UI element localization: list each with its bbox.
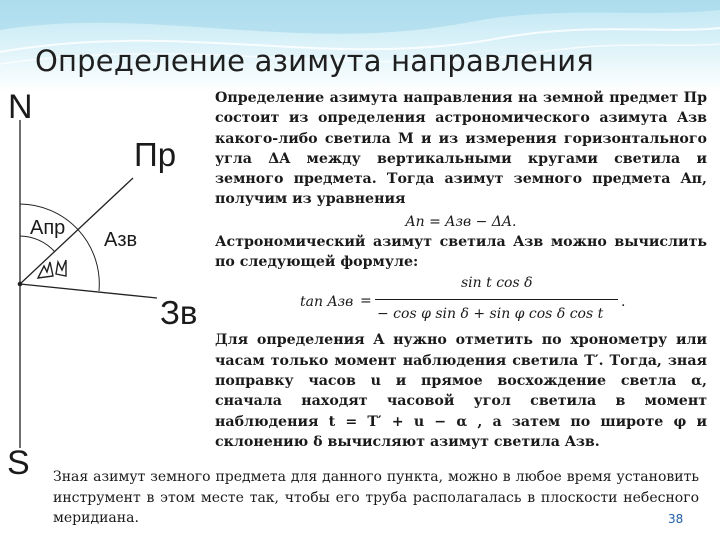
formula-end: . xyxy=(621,294,626,311)
formula-tan-azimuth xyxy=(215,272,707,330)
star-direction-line xyxy=(20,284,157,298)
label-zv: Зв xyxy=(160,294,198,331)
label-a-pr: Aпр xyxy=(30,217,66,239)
paragraph-3: Для определения A нужно отметить по хронометру или часам только момент наблюдения светила T′. Тогда, зная поправку часов u и прямое восхождение светла α, сначала находят часовой угол светила в момент наблюдения t = T′ + u − α , а затем по широте φ и склонению δ вычисляют азимут светила Aзв. xyxy=(215,332,707,450)
formula-azimuth-object: Aп = Aзв − ΔA. xyxy=(405,213,517,230)
observer-point xyxy=(18,282,23,287)
label-n: N xyxy=(8,88,33,126)
formula-numerator: sin t cos δ xyxy=(461,275,533,292)
azimuth-diagram xyxy=(0,86,215,486)
formula-lhs: tan Aзв xyxy=(300,294,354,311)
footer-text: Зная азимут земного предмета для данного пункта, можно в любое время установить инструмент в этом месте так, чтобы его труба располагалась в плоскости небесного меридиана. xyxy=(53,469,699,526)
body-text xyxy=(215,88,707,452)
slide-title: Определение азимута направления xyxy=(35,44,594,78)
paragraph-2: Астрономический азимут светила Aзв можно вычислить по следующей формуле: xyxy=(215,233,707,271)
label-pr: Пр xyxy=(134,136,177,173)
page-number: 38 xyxy=(668,512,684,526)
formula-equals: = xyxy=(360,293,372,310)
label-s: S xyxy=(7,444,30,482)
formula-denominator: − cos φ sin δ + sin φ cos δ cos t xyxy=(377,306,604,323)
label-a-zv: Aзв xyxy=(104,229,138,251)
fraction-bar xyxy=(375,299,618,300)
paragraph-1: Определение азимута направления на земной предмет Пр состоит из определения астрономического азимута Aзв какого-либо светила M и из измерения горизонтального угла ΔA между вертикальными кругами светила и земного предмета. Тогда азимут земного предмета Aп, получим из уравнения xyxy=(215,90,707,208)
